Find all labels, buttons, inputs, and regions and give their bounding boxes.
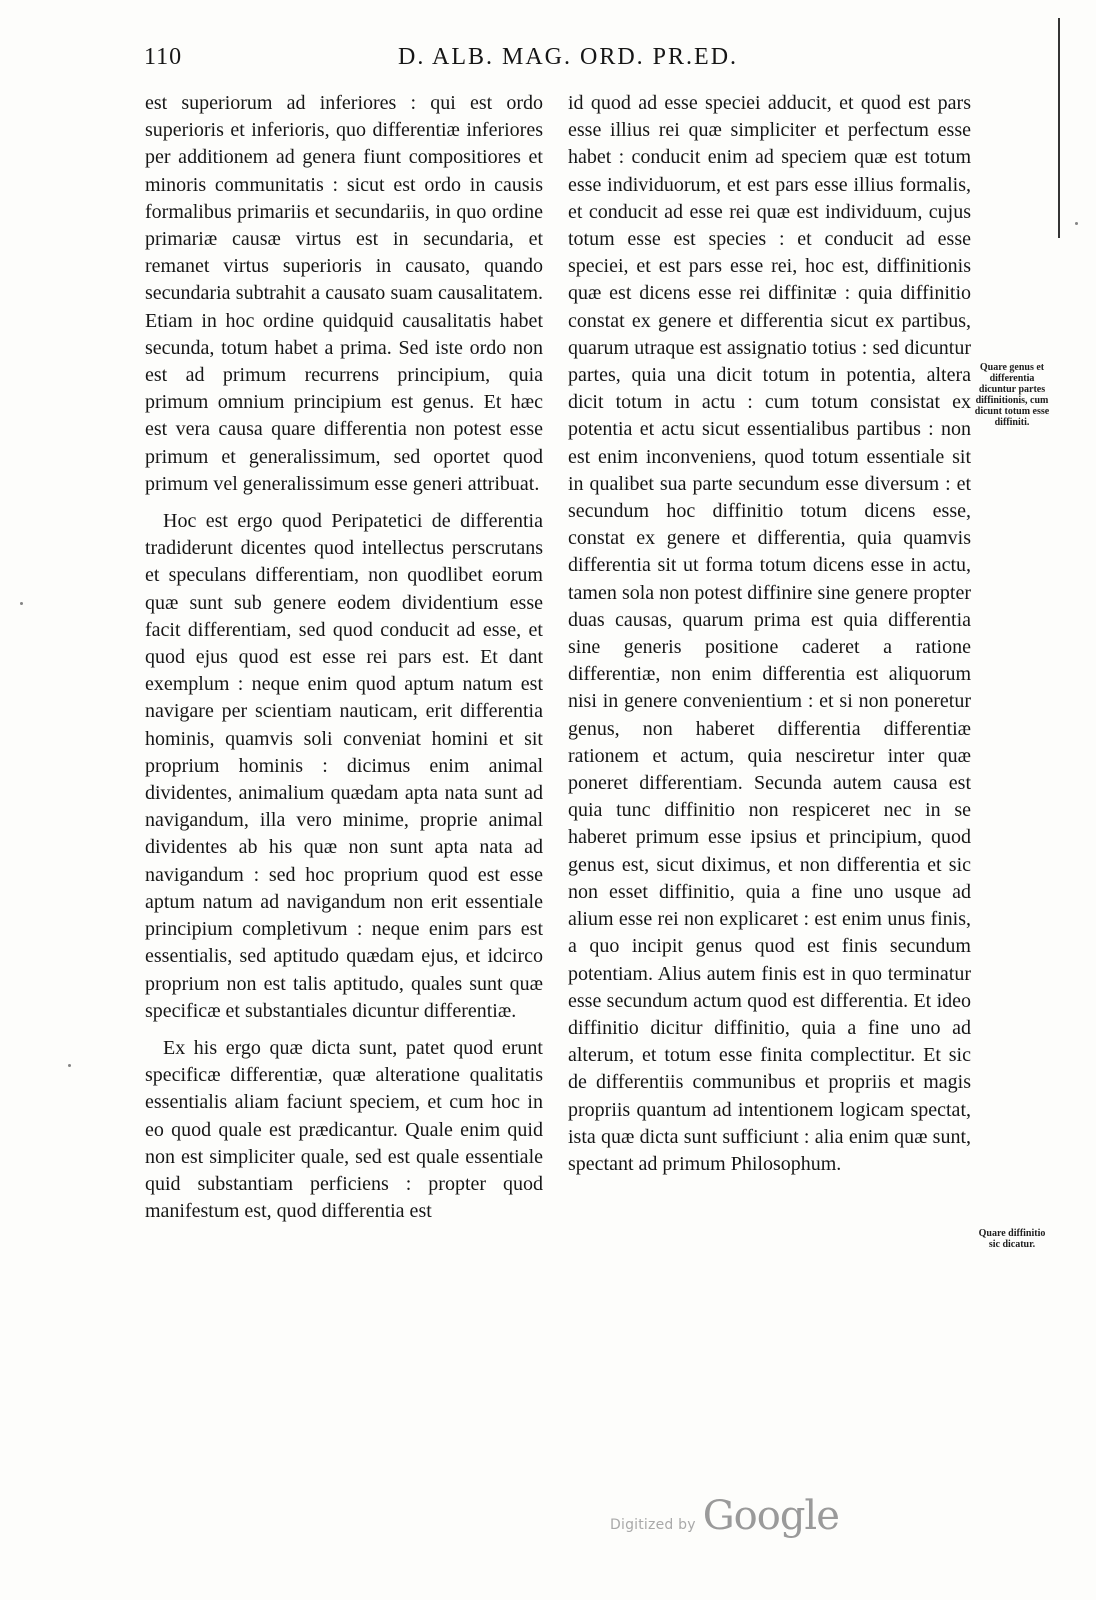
- page-number: 110: [144, 44, 183, 70]
- left-paragraph-3: Ex his ergo quæ dicta sunt, patet quod erunt specificæ differentiæ, quæ alteratione qualitatis essentialis aliam faciunt speciem, et cum hoc in eo quod quale est prædicantur. Quale enim quid non est simpliciter quale, sed est quale essentiale quid substantiam perficiens : propter quod manifestum est, quod differentia est: [145, 1036, 543, 1223]
- right-paragraph-1: id quod ad esse speciei adducit, et quod est pars esse illius rei quæ simpliciter et perfectum esse habet : conducit enim ad speciem quæ est totum esse individuorum, et est pars esse illius formalis, et conducit ad esse rei quæ est individuum, cujus totum esse est species : et conducit ad esse speciei, et est pars esse rei, hoc est, diffinitionis quæ est dicens esse rei diffinitæ : quia diffinitio constat ex genere et differentia sicut ex partibus, quarum utraque est assignatio totius : sed dicuntur partes, quia una dicit totum in potentia, altera dicit totum in actu : cum totum consistat ex potentia et actu sicut essentialibus partibus : non est enim inconveniens, quod totum essentiale sit in qualibet sua parte secundum esse diversum : et secundum hoc diffinitio totum dicens esse, constat ex genere et differentia, quia quamvis differentia sit ut forma totum dicens esse in actu, tamen sola non potest diffinire sine genere propter duas causas, quarum prima est quia differentia sine generis positione caderet a ratione differentiæ, non enim differentia est aliquorum nisi in genere convenientium : et si non poneretur genus, non haberet differentia differentiæ rationem et actum, quia nesciretur inter quæ poneret differentiam. Secunda autem causa est quia tunc diffinitio non respiceret nec in se haberet primum esse ipsius et principium, quod genus est, sicut diximus, et non differentia et sic non esset diffinitio, quia a fine uno usque ad alium esse rei non explicaret : est enim unus finis, a quo incipit genus quod est finis secundum potentiam. Alius autem finis est in quo terminatur esse secundum actum quod est differentia. Et ideo diffinitio dicitur diffinitio, quia a fine uno ad alterum, et totum esse finita complectitur. Et sic de differentiis communibus et propriis et magis propriis quantum ad intentionem logicam spectat, ista quæ dicta sunt sufficiunt : alia enim quæ sunt, spectant ad primum Philosophum.: [568, 92, 971, 1175]
- marginal-note-definition-name: Quare diffinitio sic dicatur.: [978, 1228, 1046, 1250]
- running-head: D. ALB. MAG. ORD. PR.ED.: [398, 44, 739, 70]
- scan-speck: [1075, 222, 1078, 225]
- left-paragraph-2: Hoc est ergo quod Peripatetici de differentia tradiderunt dicentes quod intellectus perscrutans et speculans differentiam, non quodlibet eorum quæ sunt sub genere eodem dividentium esse facit differentiam, sed quod conducit ad esse, et quod ejus quod est esse rei pars est. Et dant exemplum : neque enim quod aptum natum est navigare per scientiam nauticam, erit differentia hominis, quamvis soli conveniat homini et sit proprium hominis : dicimus enim animal dividentes, animalium quædam apta nata sunt ad navigandum, illa vero minime, proprie animal dividentes ab his quæ non sunt apta nata ad navigandum : sed hoc proprium quod est esse aptum natum ad navigandum non erit essentiale principium completivum : neque enim pars est essentialis, sed aptitudo quædam ejus, et idcirco proprium non est talis aptitudo, quales sunt quæ specificæ et substantiales dicuntur differentiæ.: [145, 510, 543, 1022]
- scan-edge-line: [1058, 18, 1060, 238]
- scan-speck: [68, 1064, 71, 1067]
- watermark-prefix: Digitized by: [610, 1517, 696, 1533]
- google-logo: Google: [702, 1493, 839, 1539]
- left-text-column: [145, 90, 543, 1225]
- scan-speck: [20, 602, 23, 605]
- left-paragraph-1: est superiorum ad inferiores : qui est ordo superioris et inferioris, quo differentiæ inferiores per additionem ad genera fiunt compositiores et minoris communitatis : sicut est ordo in causis formalibus primariis et secundariis, in quo ordine primariæ causæ virtus est in secundaria, et remanet virtus superioris in causato, quando secundaria subtrahit a causato suam causalitatem. Etiam in hoc ordine quidquid causalitatis habet secunda, totum habet a prima. Sed iste ordo non est ad primum recurrens principium, quia primum omnium principium est genus. Et hæc est vera causa quare differentia non potest esse primum et generalissimum, sed oportet quod primum vel generalissimum esse generi attribuat.: [145, 92, 543, 495]
- page-header: [130, 44, 980, 84]
- google-digitized-watermark: [610, 1493, 839, 1539]
- marginal-note-definition-parts: Quare genus et differentia dicuntur partes diffinitionis, cum dicunt totum esse diffiniti.: [974, 362, 1050, 428]
- right-text-column: [568, 90, 971, 1178]
